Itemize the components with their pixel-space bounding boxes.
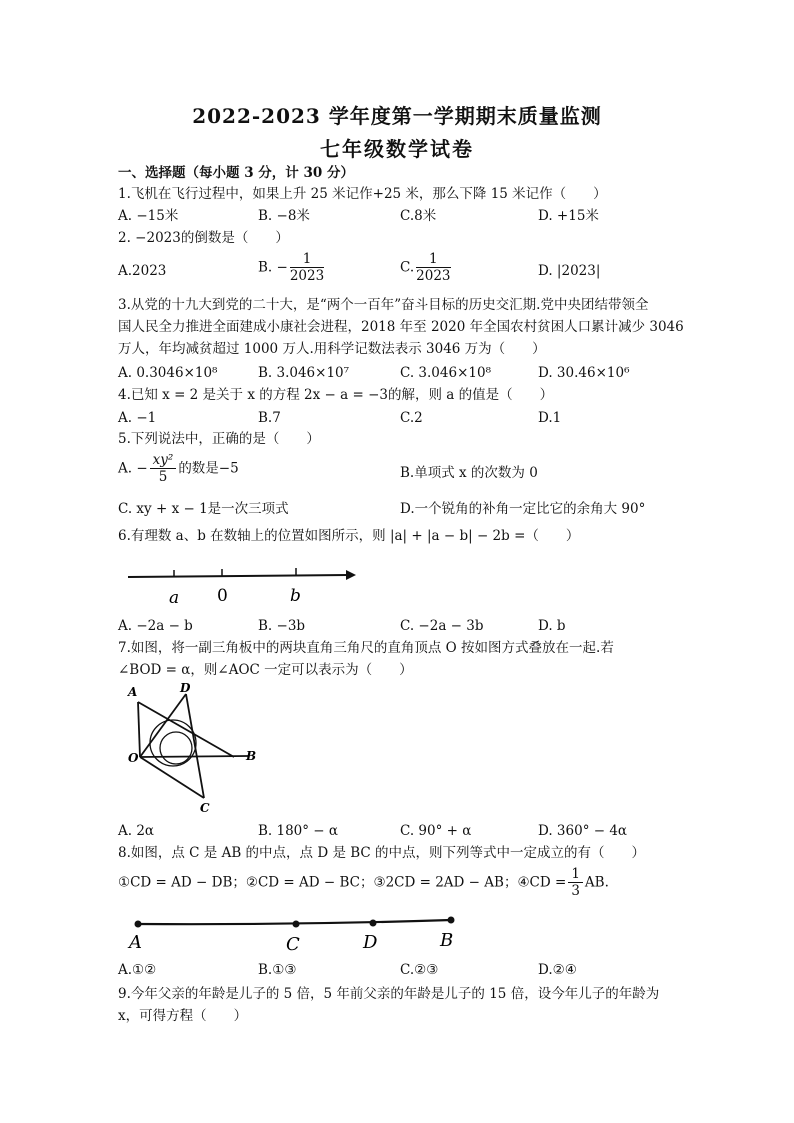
label-a: A [129,932,142,953]
label-b: B [440,930,454,951]
question-9-line-1: 9.今年父亲的年龄是儿子的 5 倍，5 年前父亲的年龄是儿子的 15 倍，设今年儿子的年龄为 [118,986,660,1002]
point-c [293,921,300,928]
label-o: O [128,751,139,765]
label-a: a [169,588,180,608]
q8-fraction [568,866,583,899]
fraction-numerator: 1 [416,251,450,268]
question-3-line-3: 万人，年均减贫超过 1000 万人.用科学记数法表示 3046 万为（ ） [118,341,546,357]
q2-option-c-prefix: C. [400,259,415,276]
question-5-stem: 5.下列说法中，正确的是（ ） [118,431,320,447]
q2-option-c-fraction [416,251,450,284]
q8-option-d: D.②④ [538,962,577,978]
q4-option-c: C.2 [400,410,423,426]
page-title: 2022-2023 学年度第一学期期末质量监测 [192,104,602,128]
question-4-stem: 4.已知 x = 2 是关于 x 的方程 2x − a = −3的解，则 a 的值是（ ） [118,387,554,403]
q5-option-a-fraction [150,452,177,485]
point-a [135,921,142,928]
q6-option-a: A. −2a − b [118,618,193,634]
q8-equations-suffix: AB. [584,874,609,891]
fraction-numerator: 1 [290,251,324,268]
section-heading: 一、选择题（每小题 3 分，计 30 分） [118,165,354,181]
fraction-denominator: 2023 [289,268,325,284]
q4-option-a: A. −1 [118,410,157,426]
page-subtitle: 七年级数学试卷 [320,137,474,161]
q3-option-a: A. 0.3046×10⁸ [118,365,218,381]
fraction-denominator: 5 [158,469,168,485]
angle-arc-large [150,720,196,766]
q8-option-b: B.①③ [258,962,297,978]
q2-option-d: D. |2023| [538,263,601,279]
number-line-figure [118,555,368,615]
q5-option-a-suffix: 的数是−5 [178,460,239,477]
q2-option-a: A.2023 [118,263,167,279]
q2-option-c [400,251,453,284]
question-9-line-2: x，可得方程（ ） [118,1008,248,1024]
question-2-stem: 2. −2023的倒数是（ ） [118,230,289,246]
q5-option-b: B.单项式 x 的次数为 0 [400,465,538,481]
q6-option-c: C. −2a − 3b [400,618,484,634]
question-8-stem: 8.如图，点 C 是 AB 的中点，点 D 是 BC 的中点，则下列等式中一定成立的有（ ） [118,845,646,861]
question-3-line-1: 3.从党的十九大到党的二十大，是“两个一百年”奋斗目标的历史交汇期.党中央团结带领全 [118,297,649,313]
fraction-numerator: 1 [568,866,583,883]
segment-oa [138,702,140,757]
q5-option-a-prefix: A. − [118,460,148,477]
label-b: b [290,586,301,606]
q8-equations-prefix: ①CD = AD − DB；②CD = AD − BC；③2CD = 2AD − AB；④CD = [118,874,567,891]
q6-option-d: D. b [538,618,566,634]
q4-option-d: D.1 [538,410,562,426]
angle-arc-small [160,732,192,764]
q7-option-b: B. 180° − α [258,823,339,839]
q2-option-b-fraction [290,251,324,284]
number-line-arrow [346,570,356,580]
q1-option-b: B. −8米 [258,208,310,224]
segment-ab [138,702,234,757]
fraction-denominator: 2023 [416,268,451,284]
segment-figure [118,910,478,958]
point-d [370,920,377,927]
q1-option-c: C.8米 [400,208,437,224]
q7-option-d: D. 360° − 4α [538,823,628,839]
segment-ob [140,756,248,757]
q2-option-b [258,251,326,284]
q1-option-a: A. −15米 [118,208,179,224]
q1-option-d: D. +15米 [538,208,599,224]
q3-option-d: D. 30.46×10⁶ [538,365,630,381]
q3-option-c: C. 3.046×10⁸ [400,365,491,381]
question-7-line-1: 7.如图，将一副三角板中的两块直角三角尺的直角顶点 O 按如图方式叠放在一起.若 [118,640,614,656]
label-b: B [246,749,257,763]
label-c: C [200,801,210,815]
q8-option-a: A.①② [118,962,157,978]
point-b [448,917,455,924]
q4-option-b: B.7 [258,410,281,426]
q5-option-a [118,452,239,485]
label-a: A [128,685,138,699]
q2-option-b-prefix: B. − [258,259,288,276]
segment-dc [186,694,204,798]
label-d: D [180,681,191,695]
fraction-numerator: xy² [150,452,177,469]
q3-option-b: B. 3.046×10⁷ [258,365,350,381]
triangle-rulers-figure [118,680,278,815]
label-d: D [363,932,378,953]
q5-option-d: D.一个锐角的补角一定比它的余角大 90° [400,501,646,517]
q8-equations [118,866,609,899]
fraction-denominator: 3 [571,883,580,899]
q8-option-c: C.②③ [400,962,439,978]
q7-option-c: C. 90° + α [400,823,472,839]
q6-option-b: B. −3b [258,618,306,634]
question-3-line-2: 国人民全力推进全面建成小康社会进程，2018 年至 2020 年全国农村贫困人口累计减少 3046 [118,319,684,335]
question-7-line-2: ∠BOD = α，则∠AOC 一定可以表示为（ ） [118,662,413,678]
label-c: C [286,934,300,955]
number-line-axis [128,575,348,577]
q7-option-a: A. 2α [118,823,155,839]
question-1-stem: 1.飞机在飞行过程中，如果上升 25 米记作+25 米，那么下降 15 米记作（ ） [118,186,607,202]
q5-option-c: C. xy + x − 1是一次三项式 [118,501,289,517]
question-6-stem: 6.有理数 a、b 在数轴上的位置如图所示，则 |a| + |a − b| − 2b =（ ） [118,528,580,544]
label-zero: 0 [217,586,228,606]
